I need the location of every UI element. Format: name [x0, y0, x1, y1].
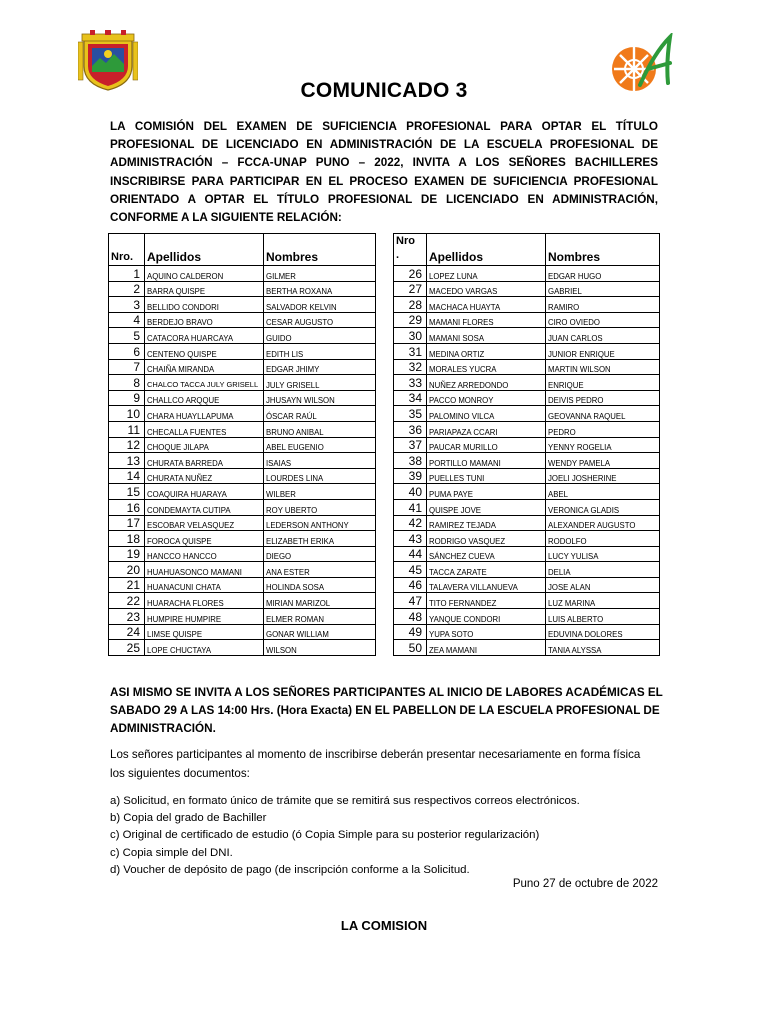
table-row [109, 593, 376, 609]
row-apellidos: CHALLCO ARQQUE [145, 390, 264, 406]
row-nombres: LUZ MARINA [546, 593, 660, 609]
row-nombres: HOLINDA SOSA [264, 577, 376, 593]
document-title: COMUNICADO 3 [300, 79, 468, 102]
row-apellidos: PUMA PAYE [427, 484, 546, 500]
table-row [394, 468, 660, 484]
row-nombres: JOSE ALAN [546, 577, 660, 593]
row-number: 33 [394, 375, 427, 391]
row-nombres: SALVADOR KELVIN [264, 297, 376, 313]
academic-start-notice: ASI MISMO SE INVITA A LOS SEÑORES PARTICIPANTES AL INICIO DE LABORES ACADÉMICAS EL SABADO 29 A LAS 14:00 Hrs. (Hora Exacta) EN EL PABELLON DE LA ESCUELA PROFESIONAL DE ADMINISTRACIÓN. [110, 686, 663, 736]
table-row [394, 453, 660, 469]
row-nombres: GONAR WILLIAM [264, 624, 376, 640]
row-apellidos: SÁNCHEZ CUEVA [427, 546, 546, 562]
row-nombres: EDITH LIS [264, 343, 376, 359]
row-nombres: GABRIEL [546, 281, 660, 297]
row-apellidos: CHURATA BARREDA [145, 453, 264, 469]
table-row [394, 499, 660, 515]
row-number: 45 [394, 562, 427, 578]
row-apellidos: RODRIGO VASQUEZ [427, 531, 546, 547]
row-number: 10 [109, 406, 145, 422]
row-apellidos: RAMIREZ TEJADA [427, 515, 546, 531]
row-number: 15 [109, 484, 145, 500]
table-row [109, 609, 376, 625]
table-row [109, 453, 376, 469]
table-row [394, 406, 660, 422]
row-nombres: CIRO OVIEDO [546, 312, 660, 328]
row-apellidos: HUARACHA FLORES [145, 593, 264, 609]
row-apellidos: CHALCO TACCA JULY GRISELL [145, 375, 264, 391]
participants-table-right [393, 233, 660, 656]
table-header-row [394, 234, 660, 266]
row-number: 47 [394, 593, 427, 609]
row-nombres: RODOLFO [546, 531, 660, 547]
table-row [109, 577, 376, 593]
row-apellidos: BELLIDO CONDORI [145, 297, 264, 313]
table-row [109, 406, 376, 422]
table-row [394, 562, 660, 578]
row-number: 44 [394, 546, 427, 562]
row-apellidos: MACHACA HUAYTA [427, 297, 546, 313]
row-nombres: ELIZABETH ERIKA [264, 531, 376, 547]
table-body-right [394, 266, 660, 656]
row-apellidos: CONDEMAYTA CUTIPA [145, 499, 264, 515]
row-number: 22 [109, 593, 145, 609]
row-number: 36 [394, 421, 427, 437]
row-nombres: ALEXANDER AUGUSTO [546, 515, 660, 531]
row-number: 23 [109, 609, 145, 625]
row-number: 19 [109, 546, 145, 562]
column-header-apellidos: Apellidos [427, 234, 546, 266]
row-number: 48 [394, 609, 427, 625]
row-apellidos: CHURATA NUÑEZ [145, 468, 264, 484]
column-header-nombres: Nombres [546, 234, 660, 266]
table-row [109, 499, 376, 515]
row-number: 3 [109, 297, 145, 313]
table-row [109, 640, 376, 656]
row-number: 16 [109, 499, 145, 515]
row-apellidos: ESCOBAR VELASQUEZ [145, 515, 264, 531]
table-row [394, 437, 660, 453]
requirement-item: d) Voucher de depósito de pago (de inscripción conforme a la Solicitud. [110, 863, 470, 876]
row-number: 20 [109, 562, 145, 578]
table-row [394, 375, 660, 391]
row-nombres: JUAN CARLOS [546, 328, 660, 344]
row-number: 5 [109, 328, 145, 344]
table-row [109, 312, 376, 328]
row-apellidos: HUAHUASONCO MAMANI [145, 562, 264, 578]
row-apellidos: MAMANI FLORES [427, 312, 546, 328]
row-apellidos: MEDINA ORTIZ [427, 343, 546, 359]
table-row [109, 421, 376, 437]
row-number: 8 [109, 375, 145, 391]
row-nombres: DELIA [546, 562, 660, 578]
intro-paragraph: LA COMISIÓN DEL EXAMEN DE SUFICIENCIA PROFESIONAL PARA OPTAR EL TÍTULO PROFESIONAL DE LICENCIADO EN ADMINISTRACIÓN DE LA ESCUELA PROFESIONAL DE ADMINISTRACIÓN – FCCA-UNAP PUNO – 2022, INVITA A LOS SEÑORES BACHILLERES INSCRIBIRSE PARA PARTICIPAR EN EL PROCESO EXAMEN DE SUFICIENCIA PROFESIONAL ORIENTADO A OPTAR EL TÍTULO PROFESIONAL DE LICENCIADO EN ADMINISTRACIÓN, CONFORME A LA SIGUIENTE RELACIÓN: [110, 120, 658, 225]
row-apellidos: MAMANI SOSA [427, 328, 546, 344]
table-row [109, 562, 376, 578]
table-row [109, 546, 376, 562]
row-nombres: JUNIOR ENRIQUE [546, 343, 660, 359]
table-row [109, 281, 376, 297]
row-apellidos: PALOMINO VILCA [427, 406, 546, 422]
table-row [394, 421, 660, 437]
row-apellidos: HANCCO HANCCO [145, 546, 264, 562]
table-row [394, 640, 660, 656]
row-nombres: LOURDES LINA [264, 468, 376, 484]
table-row [394, 343, 660, 359]
row-apellidos: TALAVERA VILLANUEVA [427, 577, 546, 593]
row-number: 29 [394, 312, 427, 328]
table-row [109, 328, 376, 344]
row-number: 4 [109, 312, 145, 328]
table-row [394, 609, 660, 625]
row-number: 39 [394, 468, 427, 484]
row-number: 46 [394, 577, 427, 593]
row-apellidos: LOPEZ LUNA [427, 266, 546, 282]
table-row [109, 390, 376, 406]
table-row [394, 484, 660, 500]
table-row [394, 546, 660, 562]
table-row [109, 297, 376, 313]
row-number: 34 [394, 390, 427, 406]
row-number: 13 [109, 453, 145, 469]
row-apellidos: HUMPIRE HUMPIRE [145, 609, 264, 625]
row-apellidos: PARIAPAZA CCARI [427, 421, 546, 437]
row-nombres: ANA ESTER [264, 562, 376, 578]
row-apellidos: PUELLES TUNI [427, 468, 546, 484]
row-number: 37 [394, 437, 427, 453]
row-number: 25 [109, 640, 145, 656]
signature-commission: LA COMISION [340, 918, 428, 933]
table-row [394, 531, 660, 547]
row-nombres: WENDY PAMELA [546, 453, 660, 469]
row-apellidos: TACCA ZARATE [427, 562, 546, 578]
column-header-nro [394, 234, 427, 266]
row-nombres: WILSON [264, 640, 376, 656]
row-apellidos: LOPE CHUCTAYA [145, 640, 264, 656]
row-number: 50 [394, 640, 427, 656]
row-number: 41 [394, 499, 427, 515]
row-apellidos: CHECALLA FUENTES [145, 421, 264, 437]
row-apellidos: YANQUE CONDORI [427, 609, 546, 625]
row-number: 1 [109, 266, 145, 282]
table-body-left [109, 266, 376, 656]
row-number: 35 [394, 406, 427, 422]
table-row [394, 390, 660, 406]
table-row [394, 515, 660, 531]
row-apellidos: CENTENO QUISPE [145, 343, 264, 359]
row-apellidos: BARRA QUISPE [145, 281, 264, 297]
requirement-item: c) Copia simple del DNI. [110, 846, 233, 859]
row-nombres: BRUNO ANIBAL [264, 421, 376, 437]
row-nombres: LUIS ALBERTO [546, 609, 660, 625]
table-row [109, 531, 376, 547]
row-number: 42 [394, 515, 427, 531]
row-number: 40 [394, 484, 427, 500]
row-number: 32 [394, 359, 427, 375]
row-apellidos: CHOQUE JILAPA [145, 437, 264, 453]
row-apellidos: PAUCAR MURILLO [427, 437, 546, 453]
table-row [394, 312, 660, 328]
row-nombres: JULY GRISELL [264, 375, 376, 391]
row-number: 17 [109, 515, 145, 531]
requirement-item: b) Copia del grado de Bachiller [110, 812, 267, 825]
row-nombres: LEDERSON ANTHONY [264, 515, 376, 531]
row-number: 2 [109, 281, 145, 297]
table-row [109, 484, 376, 500]
row-number: 31 [394, 343, 427, 359]
row-nombres: TANIA ALYSSA [546, 640, 660, 656]
row-nombres: ABEL EUGENIO [264, 437, 376, 453]
table-row [109, 624, 376, 640]
table-row [109, 266, 376, 282]
table-row [394, 577, 660, 593]
table-row [109, 515, 376, 531]
row-nombres: DIEGO [264, 546, 376, 562]
table-row [394, 593, 660, 609]
table-row [394, 266, 660, 282]
row-apellidos: MACEDO VARGAS [427, 281, 546, 297]
row-number: 21 [109, 577, 145, 593]
table-row [109, 468, 376, 484]
column-header-nombres: Nombres [264, 234, 376, 266]
requirement-item: c) Original de certificado de estudio (ó Copia Simple para su posterior regularización) [110, 829, 540, 842]
row-nombres: ABEL [546, 484, 660, 500]
row-number: 7 [109, 359, 145, 375]
row-nombres: GUIDO [264, 328, 376, 344]
row-apellidos: ZEA MAMANI [427, 640, 546, 656]
row-number: 6 [109, 343, 145, 359]
table-row [109, 375, 376, 391]
row-apellidos: NUÑEZ ARREDONDO [427, 375, 546, 391]
table-header-row [109, 234, 376, 266]
row-apellidos: LIMSE QUISPE [145, 624, 264, 640]
column-header-apellidos: Apellidos [145, 234, 264, 266]
row-nombres: EDGAR JHIMY [264, 359, 376, 375]
row-nombres: RAMIRO [546, 297, 660, 313]
row-nombres: JOELI JOSHERINE [546, 468, 660, 484]
table-row [109, 343, 376, 359]
row-nombres: EDGAR HUGO [546, 266, 660, 282]
column-header-nro-text: Nro . [396, 235, 415, 261]
row-number: 26 [394, 266, 427, 282]
row-apellidos: PACCO MONROY [427, 390, 546, 406]
row-number: 11 [109, 421, 145, 437]
table-row [394, 297, 660, 313]
row-nombres: BERTHA ROXANA [264, 281, 376, 297]
requirement-item: a) Solicitud, en formato único de trámite que se remitirá sus respectivos correos electrónicos. [110, 795, 580, 807]
row-apellidos: CATACORA HUARCAYA [145, 328, 264, 344]
requirements-list [110, 793, 670, 879]
table-row [109, 437, 376, 453]
row-number: 9 [109, 390, 145, 406]
row-apellidos: QUISPE JOVE [427, 499, 546, 515]
row-nombres: JHUSAYN WILSON [264, 390, 376, 406]
row-nombres: ENRIQUE [546, 375, 660, 391]
document-date: Puno 27 de octubre de 2022 [512, 878, 658, 890]
table-row [394, 624, 660, 640]
row-nombres: MIRIAN MARIZOL [264, 593, 376, 609]
row-nombres: LUCY YULISA [546, 546, 660, 562]
table-row [394, 359, 660, 375]
row-nombres: VERONICA GLADIS [546, 499, 660, 515]
row-number: 27 [394, 281, 427, 297]
row-apellidos: HUANACUNI CHATA [145, 577, 264, 593]
row-apellidos: BERDEJO BRAVO [145, 312, 264, 328]
row-nombres: ROY UBERTO [264, 499, 376, 515]
row-nombres: ISAIAS [264, 453, 376, 469]
row-apellidos: AQUINO CALDERON [145, 266, 264, 282]
row-apellidos: PORTILLO MAMANI [427, 453, 546, 469]
row-nombres: YENNY ROGELIA [546, 437, 660, 453]
row-apellidos: TITO FERNANDEZ [427, 593, 546, 609]
row-nombres: GILMER [264, 266, 376, 282]
row-apellidos: YUPA SOTO [427, 624, 546, 640]
row-nombres: EDUVINA DOLORES [546, 624, 660, 640]
row-number: 18 [109, 531, 145, 547]
row-apellidos: MORALES YUCRA [427, 359, 546, 375]
row-number: 30 [394, 328, 427, 344]
table-row [109, 359, 376, 375]
row-number: 12 [109, 437, 145, 453]
row-nombres: PEDRO [546, 421, 660, 437]
participants-table-left [108, 233, 376, 656]
row-nombres: CESAR AUGUSTO [264, 312, 376, 328]
row-apellidos: FOROCA QUISPE [145, 531, 264, 547]
row-nombres: MARTIN WILSON [546, 359, 660, 375]
row-number: 49 [394, 624, 427, 640]
row-number: 24 [109, 624, 145, 640]
row-nombres: ÓSCAR RAÚL [264, 406, 376, 422]
row-apellidos: COAQUIRA HUARAYA [145, 484, 264, 500]
row-nombres: WILBER [264, 484, 376, 500]
row-apellidos: CHAIÑA MIRANDA [145, 359, 264, 375]
row-nombres: GEOVANNA RAQUEL [546, 406, 660, 422]
table-row [394, 281, 660, 297]
row-number: 14 [109, 468, 145, 484]
row-apellidos: CHARA HUAYLLAPUMA [145, 406, 264, 422]
row-nombres: DEIVIS PEDRO [546, 390, 660, 406]
row-number: 28 [394, 297, 427, 313]
documents-intro-paragraph: Los señores participantes al momento de inscribirse deberán presentar necesariamente en forma física los siguientes documentos: [110, 748, 641, 780]
row-number: 38 [394, 453, 427, 469]
row-number: 43 [394, 531, 427, 547]
row-nombres: ELMER ROMAN [264, 609, 376, 625]
table-row [394, 328, 660, 344]
column-header-nro: Nro. [109, 234, 145, 266]
